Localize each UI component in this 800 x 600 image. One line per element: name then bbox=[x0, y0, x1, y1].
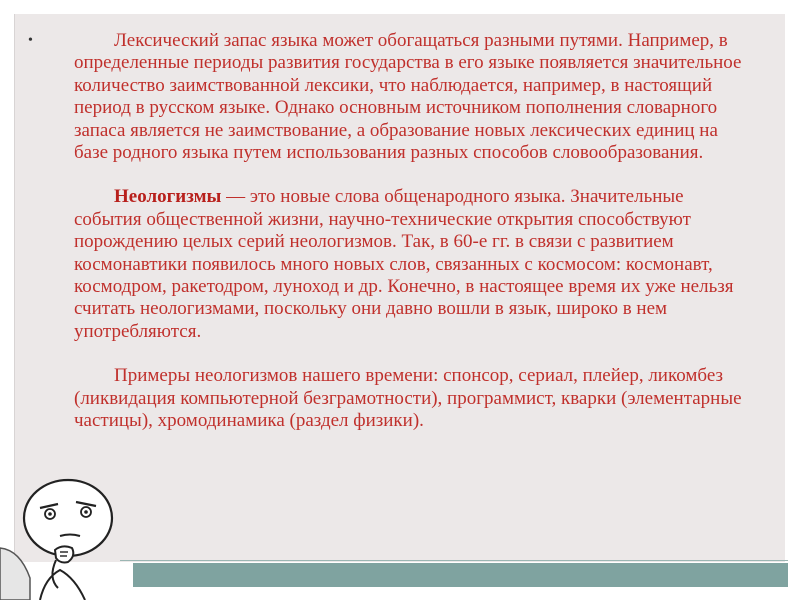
paragraph-2 bbox=[50, 186, 750, 343]
bottom-bar-line bbox=[120, 560, 788, 561]
paragraph-3-text: Примеры неологизмов нашего времени: спонсор, сериал, плейер, ликомбез (ликвидация компьютерной безграмотности), программист, кварки (элементарные частицы), хромодинамика (раздел физики). bbox=[74, 365, 742, 432]
text-block bbox=[28, 30, 750, 433]
paragraph-1 bbox=[50, 30, 750, 164]
bottom-bar bbox=[133, 563, 788, 587]
thinking-stick-figure-icon bbox=[0, 478, 150, 600]
bullet-marker: • bbox=[28, 33, 33, 48]
paragraph-1-text: Лексический запас языка может обогащаться разными путями. Например, в определенные периоды развития государства в его языке появляется значительное количество заимствованной лексики, что наблюдается, например, в настоящий период в русском языке. Однако основным источником пополнения словарного запаса является не заимствование, а образование новых лексических единиц на базе родного языка путем использования разных способов словообразования. bbox=[74, 30, 742, 164]
paragraph-3 bbox=[50, 365, 750, 432]
term-neologisms: Неологизмы bbox=[114, 186, 222, 208]
paragraph-2-text: — это новые слова общенародного языка. Значительные события общественной жизни, научно-технические открытия способствуют порождению целых серий неологизмов. Так, в 60-е гг. в связи с развитием космонавтики появилось много новых слов, связанных с космосом: космонавт, космодром, ракетодром, луноход и др. Конечно, в настоящее время их уже нельзя считать неологизмами, поскольку они давно вошли в язык, широко в нем употребляются. bbox=[74, 186, 734, 342]
